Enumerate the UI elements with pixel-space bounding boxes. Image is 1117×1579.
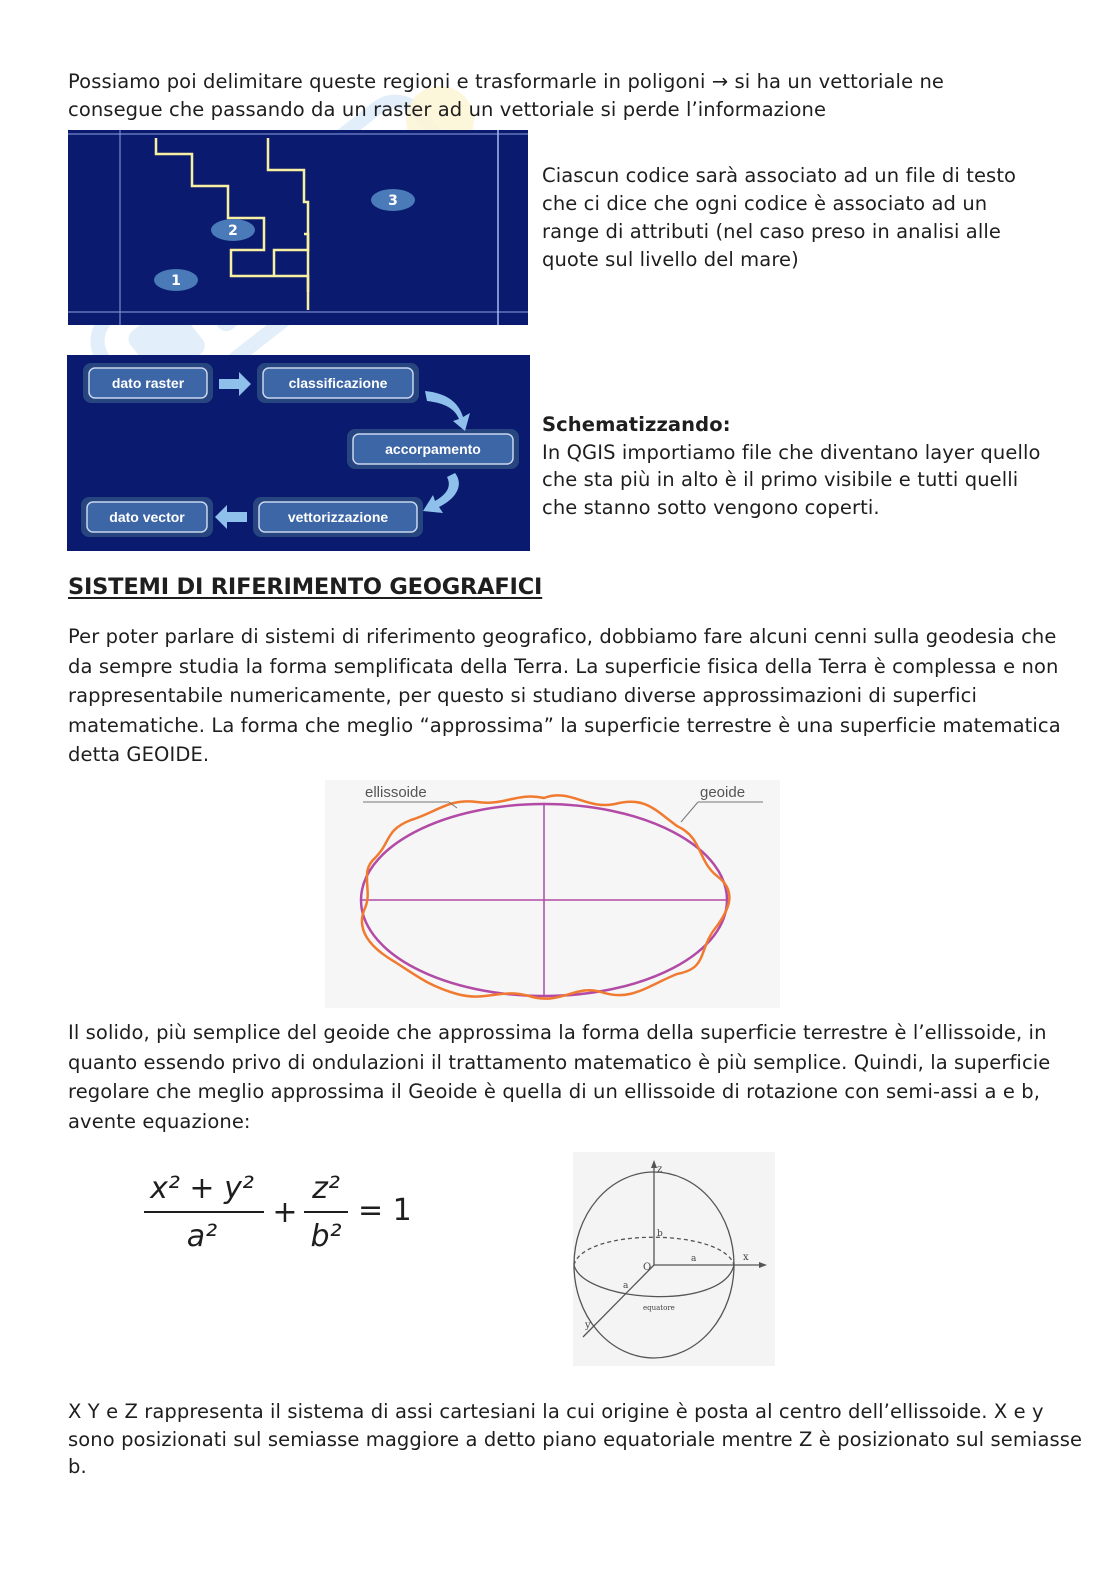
axis-label-z: z bbox=[657, 1164, 663, 1175]
ellipsoid-axes-figure bbox=[573, 1152, 775, 1366]
schematic-body: In QGIS importiamo file che diventano layer quello che sta più in alto è il primo visibile e tutti quelli che stanno sotto vengono coperti. bbox=[542, 440, 1041, 519]
flow-step-accorpamento: accorpamento bbox=[385, 441, 481, 457]
regions-raster-figure bbox=[68, 130, 528, 325]
geoide-label: geoide bbox=[700, 784, 746, 801]
section-heading: SISTEMI DI RIFERIMENTO GEOGRAFICI bbox=[68, 574, 543, 600]
ellipsoid-paragraph: Il solido, più semplice del geoide che approssima la forma della superficie terrestre è l’ellissoide, in quanto essendo privo di ondulazioni il trattamento matematico è più semplice. Quindi, la superficie regolare che meglio approssima il Geoide è quella di un ellissoide di rotazione con semi-assi a e b, avente equazione: bbox=[68, 1021, 1051, 1133]
ellissoide-label: ellissoide bbox=[365, 784, 427, 801]
axis-label-y: y bbox=[585, 1320, 591, 1331]
region-label-2: 2 bbox=[228, 223, 238, 239]
axis-label-x: x bbox=[743, 1252, 749, 1263]
intro-paragraph bbox=[68, 68, 1068, 124]
formula-denominator-2: b² bbox=[310, 1219, 342, 1254]
region-label-1: 1 bbox=[171, 273, 181, 289]
flow-step-dato-raster: dato raster bbox=[111, 375, 185, 391]
semiaxis-a-label-2: a bbox=[623, 1281, 629, 1291]
codes-description: Ciascun codice sarà associato ad un file di testo che ci dice che ogni codice è associato ad un range di attributi (nel caso preso in analisi alle quote sul livello del mare) bbox=[542, 164, 1017, 271]
geoid-ellipsoid-figure bbox=[325, 780, 780, 1008]
formula-numerator-1: x² + y² bbox=[150, 1171, 254, 1206]
semiaxis-a-label-1: a bbox=[691, 1254, 697, 1264]
flow-step-dato-vector: dato vector bbox=[109, 509, 185, 525]
semiaxis-b-label: b bbox=[657, 1229, 663, 1239]
raster-to-vector-flow-figure bbox=[67, 355, 530, 551]
axes-paragraph: X Y e Z rappresenta il sistema di assi cartesiani la cui origine è posta al centro dell’ellissoide. X e y sono posizionati sul semiasse maggiore a detto piano equatoriale mentre Z è posizionato sul semiasse b. bbox=[68, 1400, 1083, 1478]
flow-step-vettorizzazione: vettorizzazione bbox=[287, 509, 389, 525]
formula-denominator-1: a² bbox=[186, 1219, 218, 1254]
intro-line-2: consegue che passando da un raster ad un vettoriale si perde l’informazione bbox=[68, 98, 827, 121]
formula-equals-one: = 1 bbox=[358, 1193, 412, 1228]
flow-step-classificazione: classificazione bbox=[288, 375, 388, 391]
equator-label: equatore bbox=[643, 1304, 675, 1312]
formula-numerator-2: z² bbox=[312, 1171, 340, 1206]
geodesy-paragraph: Per poter parlare di sistemi di riferimento geografico, dobbiamo fare alcuni cenni sulla geodesia che da sempre studia la forma semplificata della Terra. La superficie fisica della Terra è complessa e non rappresentabile numericamente, per questo si studiano diverse approssimazioni di superfici matematiche. La forma che meglio “approssima” la superficie terrestre è una superficie matematica detta GEOIDE. bbox=[68, 625, 1061, 766]
intro-line-1: Possiamo poi delimitare queste regioni e trasformarle in poligoni → si ha un vettoriale ne bbox=[68, 70, 945, 93]
schematic-description bbox=[542, 411, 1042, 521]
schematic-title: Schematizzando: bbox=[542, 413, 731, 436]
origin-label: O bbox=[643, 1262, 652, 1273]
ellipsoid-equation bbox=[140, 1160, 430, 1255]
region-label-3: 3 bbox=[388, 193, 398, 209]
formula-plus: + bbox=[272, 1195, 298, 1230]
